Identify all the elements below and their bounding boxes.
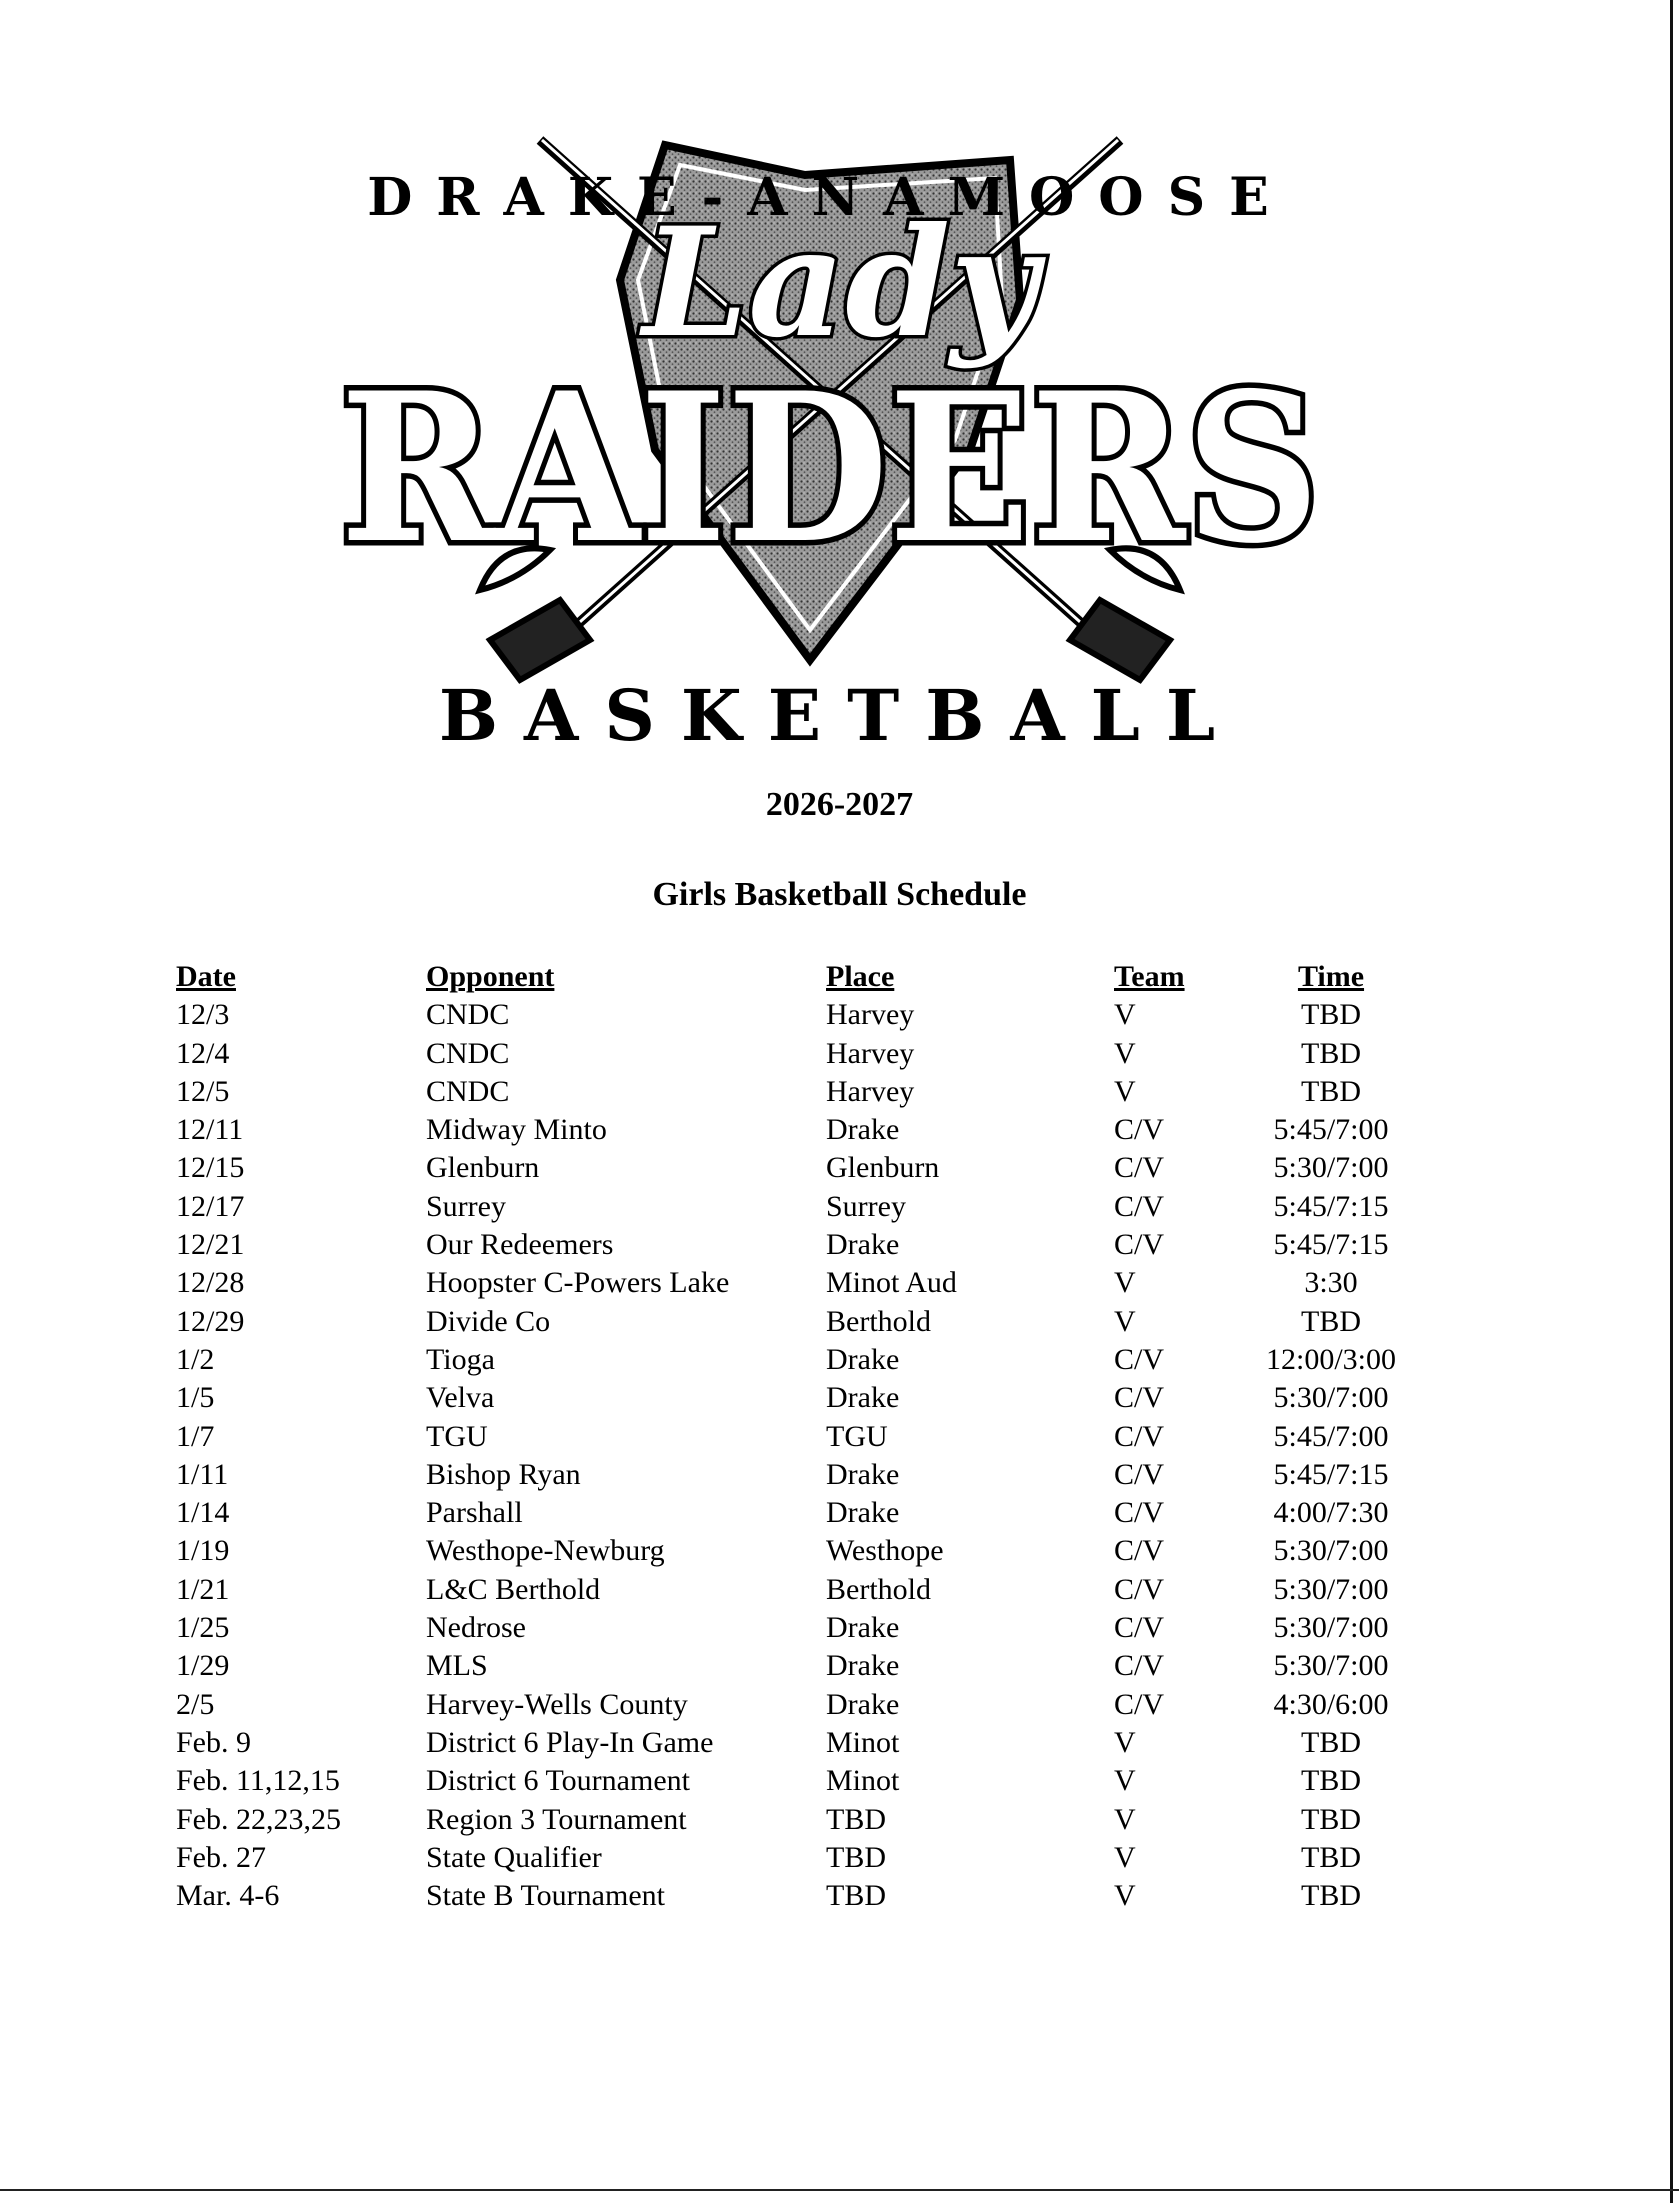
table-row	[176, 1035, 1436, 1073]
game-time: TBD	[1301, 1036, 1361, 1070]
game-time: TBD	[1301, 1879, 1361, 1913]
game-time: 5:30/7:00	[1273, 1572, 1389, 1606]
game-team: V	[1114, 1266, 1136, 1300]
game-date: 1/19	[176, 1534, 230, 1568]
game-date: 1/29	[176, 1649, 230, 1683]
game-time: 12:00/3:00	[1265, 1342, 1396, 1376]
game-date: Mar. 4-6	[176, 1879, 280, 1913]
logo-script-text: Lady	[642, 195, 1038, 371]
table-row	[176, 1762, 1436, 1800]
page-edge-bottom	[0, 2189, 1679, 2191]
game-opponent: Region 3 Tournament	[426, 1802, 687, 1836]
table-row	[176, 1073, 1436, 1111]
table-row	[176, 1226, 1436, 1264]
game-time: 5:30/7:00	[1273, 1611, 1389, 1645]
lady-raiders-logo	[320, 120, 1340, 760]
game-team: C/V	[1114, 1419, 1165, 1453]
game-place: Minot	[826, 1725, 900, 1759]
game-place: Harvey	[826, 998, 915, 1032]
game-place: TBD	[826, 1840, 886, 1874]
game-time: 3:30	[1304, 1266, 1358, 1300]
table-row	[176, 1264, 1436, 1302]
game-place: Minot Aud	[826, 1266, 957, 1300]
table-row	[176, 1839, 1436, 1877]
game-team: V	[1114, 1074, 1136, 1108]
game-opponent: CNDC	[426, 1074, 510, 1108]
table-row	[176, 1341, 1436, 1379]
game-time: 5:30/7:00	[1273, 1151, 1389, 1185]
table-row	[176, 996, 1436, 1034]
table-row	[176, 1111, 1436, 1149]
header-place: Place	[826, 960, 895, 993]
game-place: TBD	[826, 1879, 886, 1913]
table-row	[176, 1532, 1436, 1570]
game-team: V	[1114, 1802, 1136, 1836]
game-place: Harvey	[826, 1036, 915, 1070]
game-team: V	[1114, 1725, 1136, 1759]
game-team: C/V	[1114, 1342, 1165, 1376]
game-date: 12/28	[176, 1266, 245, 1300]
page-edge-right	[1670, 0, 1673, 2203]
game-opponent: MLS	[426, 1649, 488, 1683]
season-years: 2026-2027	[765, 786, 914, 823]
game-team: C/V	[1114, 1457, 1165, 1491]
table-row	[176, 1303, 1436, 1341]
game-team: C/V	[1114, 1381, 1165, 1415]
game-place: TGU	[826, 1419, 888, 1453]
game-place: Drake	[826, 1381, 900, 1415]
game-opponent: Glenburn	[426, 1151, 540, 1185]
game-team: C/V	[1114, 1189, 1165, 1223]
game-team: C/V	[1114, 1572, 1165, 1606]
logo-main-text: RAIDERS	[340, 349, 1320, 589]
game-place: Drake	[826, 1228, 900, 1262]
game-team: V	[1114, 1840, 1136, 1874]
game-team: C/V	[1114, 1113, 1165, 1147]
table-row	[176, 1801, 1436, 1839]
game-opponent: District 6 Tournament	[426, 1764, 690, 1798]
game-team: C/V	[1114, 1687, 1165, 1721]
table-row	[176, 1686, 1436, 1724]
game-time: 5:30/7:00	[1273, 1381, 1389, 1415]
game-date: 12/3	[176, 998, 230, 1032]
game-time: 4:00/7:30	[1273, 1496, 1389, 1530]
game-team: C/V	[1114, 1611, 1165, 1645]
game-place: Glenburn	[826, 1151, 940, 1185]
game-time: TBD	[1301, 1074, 1361, 1108]
game-date: Feb. 22,23,25	[176, 1802, 341, 1836]
game-opponent: Bishop Ryan	[426, 1457, 581, 1491]
game-date: 12/15	[176, 1151, 245, 1185]
game-place: Berthold	[826, 1572, 931, 1606]
game-opponent: State Qualifier	[426, 1840, 602, 1874]
game-opponent: Parshall	[426, 1496, 523, 1530]
game-place: Drake	[826, 1496, 900, 1530]
logo-top-text: DRAKE-ANAMOOSE	[367, 167, 1293, 228]
table-row	[176, 1877, 1436, 1915]
game-team: C/V	[1114, 1534, 1165, 1568]
game-time: TBD	[1301, 1304, 1361, 1338]
game-time: 5:45/7:00	[1273, 1419, 1389, 1453]
game-place: Drake	[826, 1342, 900, 1376]
table-row	[176, 1456, 1436, 1494]
game-opponent: CNDC	[426, 998, 510, 1032]
game-team: C/V	[1114, 1649, 1165, 1683]
game-time: TBD	[1301, 1764, 1361, 1798]
game-date: 1/21	[176, 1572, 230, 1606]
game-place: Drake	[826, 1649, 900, 1683]
game-place: Harvey	[826, 1074, 915, 1108]
game-team: V	[1114, 1879, 1136, 1913]
game-date: Feb. 27	[176, 1840, 266, 1874]
game-date: Feb. 9	[176, 1725, 251, 1759]
game-date: 12/21	[176, 1228, 245, 1262]
game-date: 12/29	[176, 1304, 245, 1338]
game-team: C/V	[1114, 1496, 1165, 1530]
game-date: 12/17	[176, 1189, 245, 1223]
game-team: V	[1114, 1036, 1136, 1070]
game-date: 12/4	[176, 1036, 230, 1070]
game-place: Drake	[826, 1457, 900, 1491]
game-opponent: State B Tournament	[426, 1879, 665, 1913]
game-place: Berthold	[826, 1304, 931, 1338]
game-date: 12/5	[176, 1074, 230, 1108]
game-team: V	[1114, 998, 1136, 1032]
table-row	[176, 1418, 1436, 1456]
game-place: Drake	[826, 1113, 900, 1147]
game-team: V	[1114, 1304, 1136, 1338]
game-date: 1/11	[176, 1457, 229, 1491]
game-opponent: CNDC	[426, 1036, 510, 1070]
game-time: TBD	[1301, 1725, 1361, 1759]
schedule-table	[176, 958, 1436, 1915]
game-date: 2/5	[176, 1687, 215, 1721]
table-row	[176, 1724, 1436, 1762]
table-row	[176, 1379, 1436, 1417]
game-opponent: TGU	[426, 1419, 488, 1453]
game-place: Drake	[826, 1611, 900, 1645]
game-date: 1/2	[176, 1342, 215, 1376]
game-place: Minot	[826, 1764, 900, 1798]
game-opponent: Tioga	[426, 1342, 495, 1376]
table-row	[176, 1571, 1436, 1609]
game-time: 5:45/7:15	[1273, 1228, 1389, 1262]
game-date: 1/5	[176, 1381, 215, 1415]
game-time: 5:45/7:15	[1273, 1457, 1389, 1491]
header-opponent: Opponent	[426, 960, 555, 993]
header-time: Time	[1297, 960, 1365, 993]
table-row	[176, 1494, 1436, 1532]
game-opponent: District 6 Play-In Game	[426, 1725, 714, 1759]
table-row	[176, 1609, 1436, 1647]
game-place: Westhope	[826, 1534, 944, 1568]
game-time: 5:30/7:00	[1273, 1649, 1389, 1683]
game-opponent: Nedrose	[426, 1611, 526, 1645]
game-opponent: Surrey	[426, 1189, 506, 1223]
game-team: C/V	[1114, 1228, 1165, 1262]
game-opponent: Harvey-Wells County	[426, 1687, 688, 1721]
game-time: 5:45/7:15	[1273, 1189, 1389, 1223]
game-time: TBD	[1301, 1840, 1361, 1874]
schedule-rows	[176, 996, 1436, 1915]
game-date: Feb. 11,12,15	[176, 1764, 340, 1798]
game-time: 5:30/7:00	[1273, 1534, 1389, 1568]
header-date: Date	[176, 960, 236, 993]
game-date: 1/14	[176, 1496, 230, 1530]
game-opponent: Hoopster C-Powers Lake	[426, 1266, 730, 1300]
game-team: C/V	[1114, 1151, 1165, 1185]
game-opponent: Divide Co	[426, 1304, 551, 1338]
table-header-row	[176, 958, 1436, 996]
game-place: Drake	[826, 1687, 900, 1721]
game-date: 1/25	[176, 1611, 230, 1645]
game-opponent: Midway Minto	[426, 1113, 607, 1147]
game-opponent: Our Redeemers	[426, 1228, 614, 1262]
game-date: 12/11	[176, 1113, 244, 1147]
schedule-title: Girls Basketball Schedule	[652, 876, 1027, 913]
header-team: Team	[1114, 960, 1185, 993]
game-team: V	[1114, 1764, 1136, 1798]
game-time: 5:45/7:00	[1273, 1113, 1389, 1147]
table-row	[176, 1188, 1436, 1226]
table-row	[176, 1647, 1436, 1685]
game-opponent: Velva	[426, 1381, 495, 1415]
game-time: TBD	[1301, 998, 1361, 1032]
game-opponent: L&C Berthold	[426, 1572, 601, 1606]
game-opponent: Westhope-Newburg	[426, 1534, 665, 1568]
game-place: Surrey	[826, 1189, 906, 1223]
table-row	[176, 1149, 1436, 1187]
logo-bottom-text: BASKETBALL	[438, 674, 1242, 757]
game-time: TBD	[1301, 1802, 1361, 1836]
game-place: TBD	[826, 1802, 886, 1836]
game-time: 4:30/6:00	[1273, 1687, 1389, 1721]
game-date: 1/7	[176, 1419, 215, 1453]
